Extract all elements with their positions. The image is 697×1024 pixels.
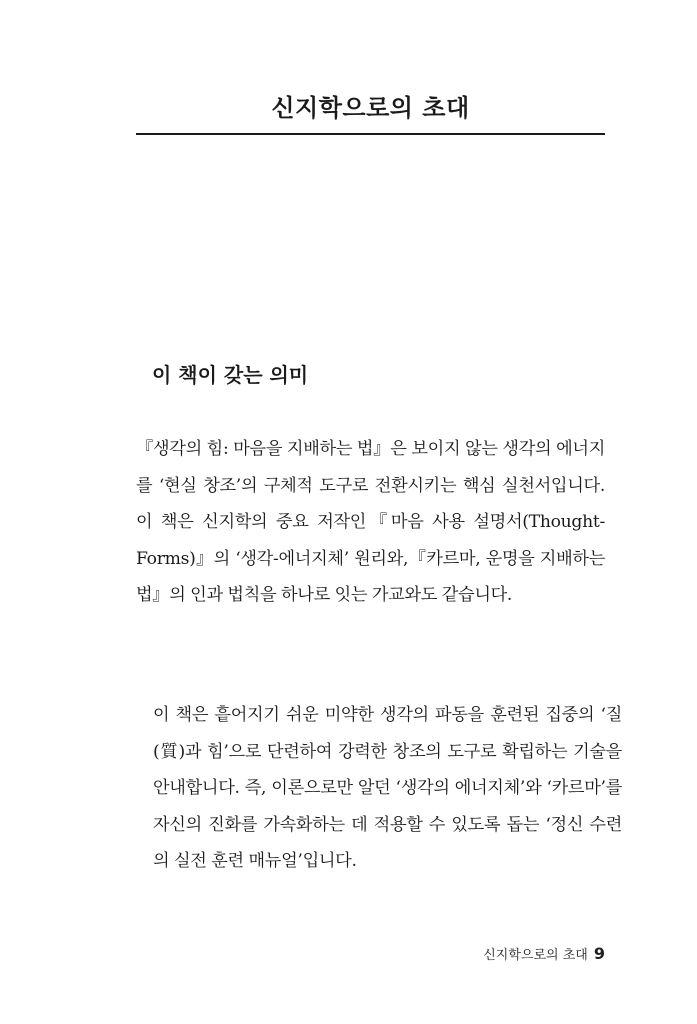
title-divider	[136, 133, 605, 135]
page-number: 9	[593, 944, 605, 963]
body-paragraph-1: 『생각의 힘: 마음을 지배하는 법』은 보이지 않는 생각의 에너지를 ‘현실 창조’의 구체적 도구로 전환시키는 핵심 실천서입니다. 이 책은 신지학의 중요 저작인『마음 사용 설명서(Thought-Forms)』의 ‘생각-에너지체’ 원리와,『카르마, 운명을 지배하는 법』의 인과 법칙을 하나로 잇는 가교와도 같습니다.	[136, 439, 605, 605]
body-paragraph-2: 이 책은 흩어지기 쉬운 미약한 생각의 파동을 훈련된 집중의 ‘질(質)과 힘’으로 단련하여 강력한 창조의 도구로 확립하는 기술을 안내합니다. 즉, 이론으로만 알던 ‘생각의 에너지체’와 ‘카르마’를 자신의 진화를 가속화하는 데 적용할 수 있도록 돕는 ‘정신 수련의 실전 훈련 매뉴얼’입니다.	[153, 705, 622, 871]
running-title: 신지학으로의 초대	[483, 948, 588, 963]
page-footer	[483, 944, 605, 963]
section-heading: 이 책이 갖는 의미	[152, 363, 309, 387]
chapter-title: 신지학으로의 초대	[271, 94, 470, 122]
